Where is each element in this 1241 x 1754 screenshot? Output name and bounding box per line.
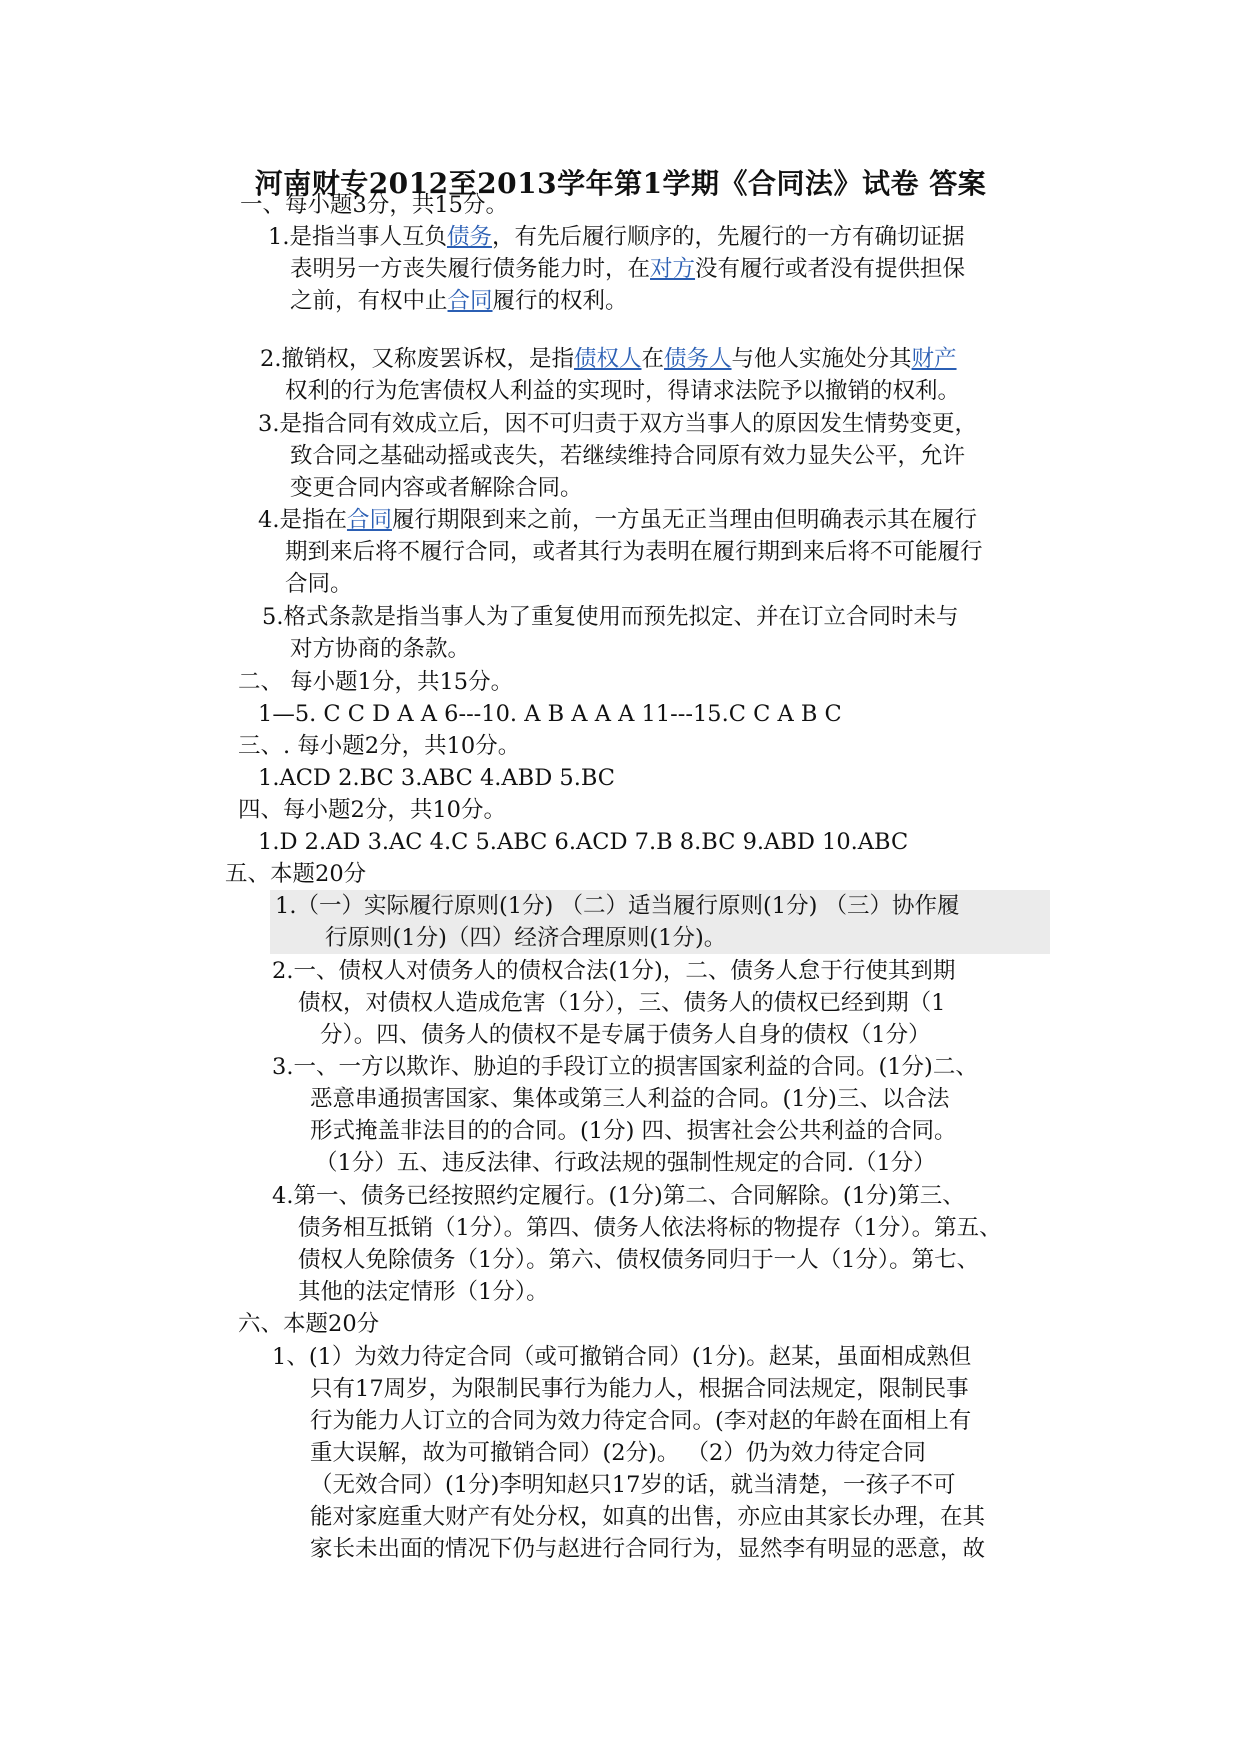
s5-q3-line-4: （1分）五、违反法律、行政法规的强制性规定的合同.（1分） bbox=[315, 1150, 936, 1176]
s6-q1-line-4: 重大误解，故为可撤销合同）(2分)。 （2）仍为效力待定合同 bbox=[310, 1440, 926, 1466]
link-debt[interactable]: 债务 bbox=[446, 224, 492, 250]
section-2-heading: 二、 每小题1分，共15分。 bbox=[238, 669, 514, 695]
s1-q5-line-2: 对方协商的条款。 bbox=[290, 636, 471, 662]
s1-q1-line-2 bbox=[290, 253, 965, 285]
s5-q4-line-3: 债权人免除债务（1分）。第六、债权债务同归于一人（1分）。第七、 bbox=[298, 1247, 980, 1273]
s5-q2-line-1: 2.一、债权人对债务人的债权合法(1分)，二、债务人怠于行使其到期 bbox=[272, 958, 956, 984]
text: 没有履行或者没有提供担保 bbox=[695, 256, 966, 282]
s6-q1-line-2: 只有17周岁，为限制民事行为能力人，根据合同法规定，限制民事 bbox=[310, 1376, 969, 1402]
text: 1.是指当事人互负 bbox=[268, 224, 447, 250]
s1-q5-line-1: 5.格式条款是指当事人为了重复使用而预先拟定、并在订立合同时未与 bbox=[262, 604, 959, 630]
text: 在 bbox=[641, 346, 664, 372]
section-3-heading: 三、. 每小题2分，共10分。 bbox=[238, 733, 521, 759]
s5-q1-line-2: 行原则(1分)（四）经济合理原则(1分)。 bbox=[325, 925, 727, 951]
section-6-heading: 六、本题20分 bbox=[238, 1311, 380, 1337]
s6-q1-line-3: 行为能力人订立的合同为效力待定合同。(李对赵的年龄在面相上有 bbox=[310, 1408, 972, 1434]
s5-q2-line-3: 分）。四、债务人的债权不是专属于债务人自身的债权（1分） bbox=[320, 1022, 931, 1048]
section-1-heading: 一、每小题3分，共15分。 bbox=[240, 192, 508, 218]
text: ，有先后履行顺序的，先履行的一方有确切证据 bbox=[491, 224, 965, 250]
link-contract[interactable]: 合同 bbox=[447, 288, 493, 314]
text: 表明另一方丧失履行债务能力时，在 bbox=[290, 256, 651, 282]
link-contract-2[interactable]: 合同 bbox=[346, 507, 392, 533]
s1-q2-line-1 bbox=[260, 343, 957, 375]
s1-q3-line-3: 变更合同内容或者解除合同。 bbox=[290, 475, 583, 501]
s1-q4-line-3: 合同。 bbox=[285, 571, 353, 597]
section-4-heading: 四、每小题2分，共10分。 bbox=[238, 797, 506, 823]
s6-q1-line-5: （无效合同）(1分)李明知赵只17岁的话，就当清楚，一孩子不可 bbox=[310, 1472, 956, 1498]
s5-q3-line-1: 3.一、一方以欺诈、胁迫的手段订立的损害国家利益的合同。(1分)二、 bbox=[272, 1054, 978, 1080]
link-property[interactable]: 财产 bbox=[911, 346, 957, 372]
s1-q3-line-2: 致合同之基础动摇或丧失，若继续维持合同原有效力显失公平，允许 bbox=[290, 443, 966, 469]
s1-q1-line-3 bbox=[290, 285, 628, 317]
link-debtor[interactable]: 债务人 bbox=[664, 346, 732, 372]
link-creditor[interactable]: 债权人 bbox=[573, 346, 642, 372]
s5-q2-line-2: 债权，对债权人造成危害（1分），三、债务人的债权已经到期（1 bbox=[298, 990, 946, 1016]
s1-q4-line-1 bbox=[258, 504, 977, 536]
s1-q2-line-2: 权利的行为危害债权人利益的实现时，得请求法院予以撤销的权利。 bbox=[285, 378, 961, 404]
page-title: 河南财专2012至2013学年第1学期《合同法》试卷 答案 bbox=[254, 167, 987, 200]
text: 履行的权利。 bbox=[492, 288, 628, 314]
s6-q1-line-1: 1、(1）为效力待定合同（或可撤销合同）(1分)。赵某，虽面相成熟但 bbox=[272, 1344, 972, 1370]
s5-q1-line-1: 1.（一）实际履行原则(1分) （二）适当履行原则(1分) （三）协作履 bbox=[275, 893, 960, 919]
s6-q1-line-7: 家长未出面的情况下仍与赵进行合同行为，显然李有明显的恶意，故 bbox=[310, 1536, 986, 1562]
s5-q3-line-3: 形式掩盖非法目的的合同。(1分) 四、损害社会公共利益的合同。 bbox=[310, 1118, 957, 1144]
s5-q4-line-2: 债务相互抵销（1分）。第四、债务人依法将标的物提存（1分）。第五、 bbox=[298, 1215, 1002, 1241]
section-2-answers: 1—5. C C D A A 6---10. A B A A A 11---15.C C A B C bbox=[258, 701, 842, 727]
link-counterparty[interactable]: 对方 bbox=[650, 256, 696, 282]
section-5-heading: 五、本题20分 bbox=[225, 861, 367, 887]
s5-q3-line-2: 恶意串通损害国家、集体或第三人利益的合同。(1分)三、以合法 bbox=[310, 1086, 950, 1112]
section-4-answers: 1.D 2.AD 3.AC 4.C 5.ABC 6.ACD 7.B 8.BC 9.ABD 10.ABC bbox=[258, 829, 909, 855]
text: 2.撤销权，又称废罢诉权，是指 bbox=[260, 346, 574, 372]
s6-q1-line-6: 能对家庭重大财产有处分权，如真的出售，亦应由其家长办理，在其 bbox=[310, 1504, 986, 1530]
text: 履行期限到来之前，一方虽无正当理由但明确表示其在履行 bbox=[391, 507, 977, 533]
s1-q1-line-1 bbox=[268, 221, 965, 253]
text: 4.是指在 bbox=[258, 507, 347, 533]
s1-q3-line-1: 3.是指合同有效成立后，因不可归责于双方当事人的原因发生情势变更， bbox=[258, 411, 977, 437]
text: 之前，有权中止 bbox=[290, 288, 448, 314]
section-3-answers: 1.ACD 2.BC 3.ABC 4.ABD 5.BC bbox=[258, 765, 616, 791]
text: 与他人实施处分其 bbox=[731, 346, 912, 372]
s1-q4-line-2: 期到来后将不履行合同，或者其行为表明在履行期到来后将不可能履行 bbox=[285, 539, 983, 565]
s5-q4-line-1: 4.第一、债务已经按照约定履行。(1分)第二、合同解除。(1分)第三、 bbox=[272, 1183, 965, 1209]
s5-q4-line-4: 其他的法定情形（1分）。 bbox=[298, 1279, 549, 1305]
